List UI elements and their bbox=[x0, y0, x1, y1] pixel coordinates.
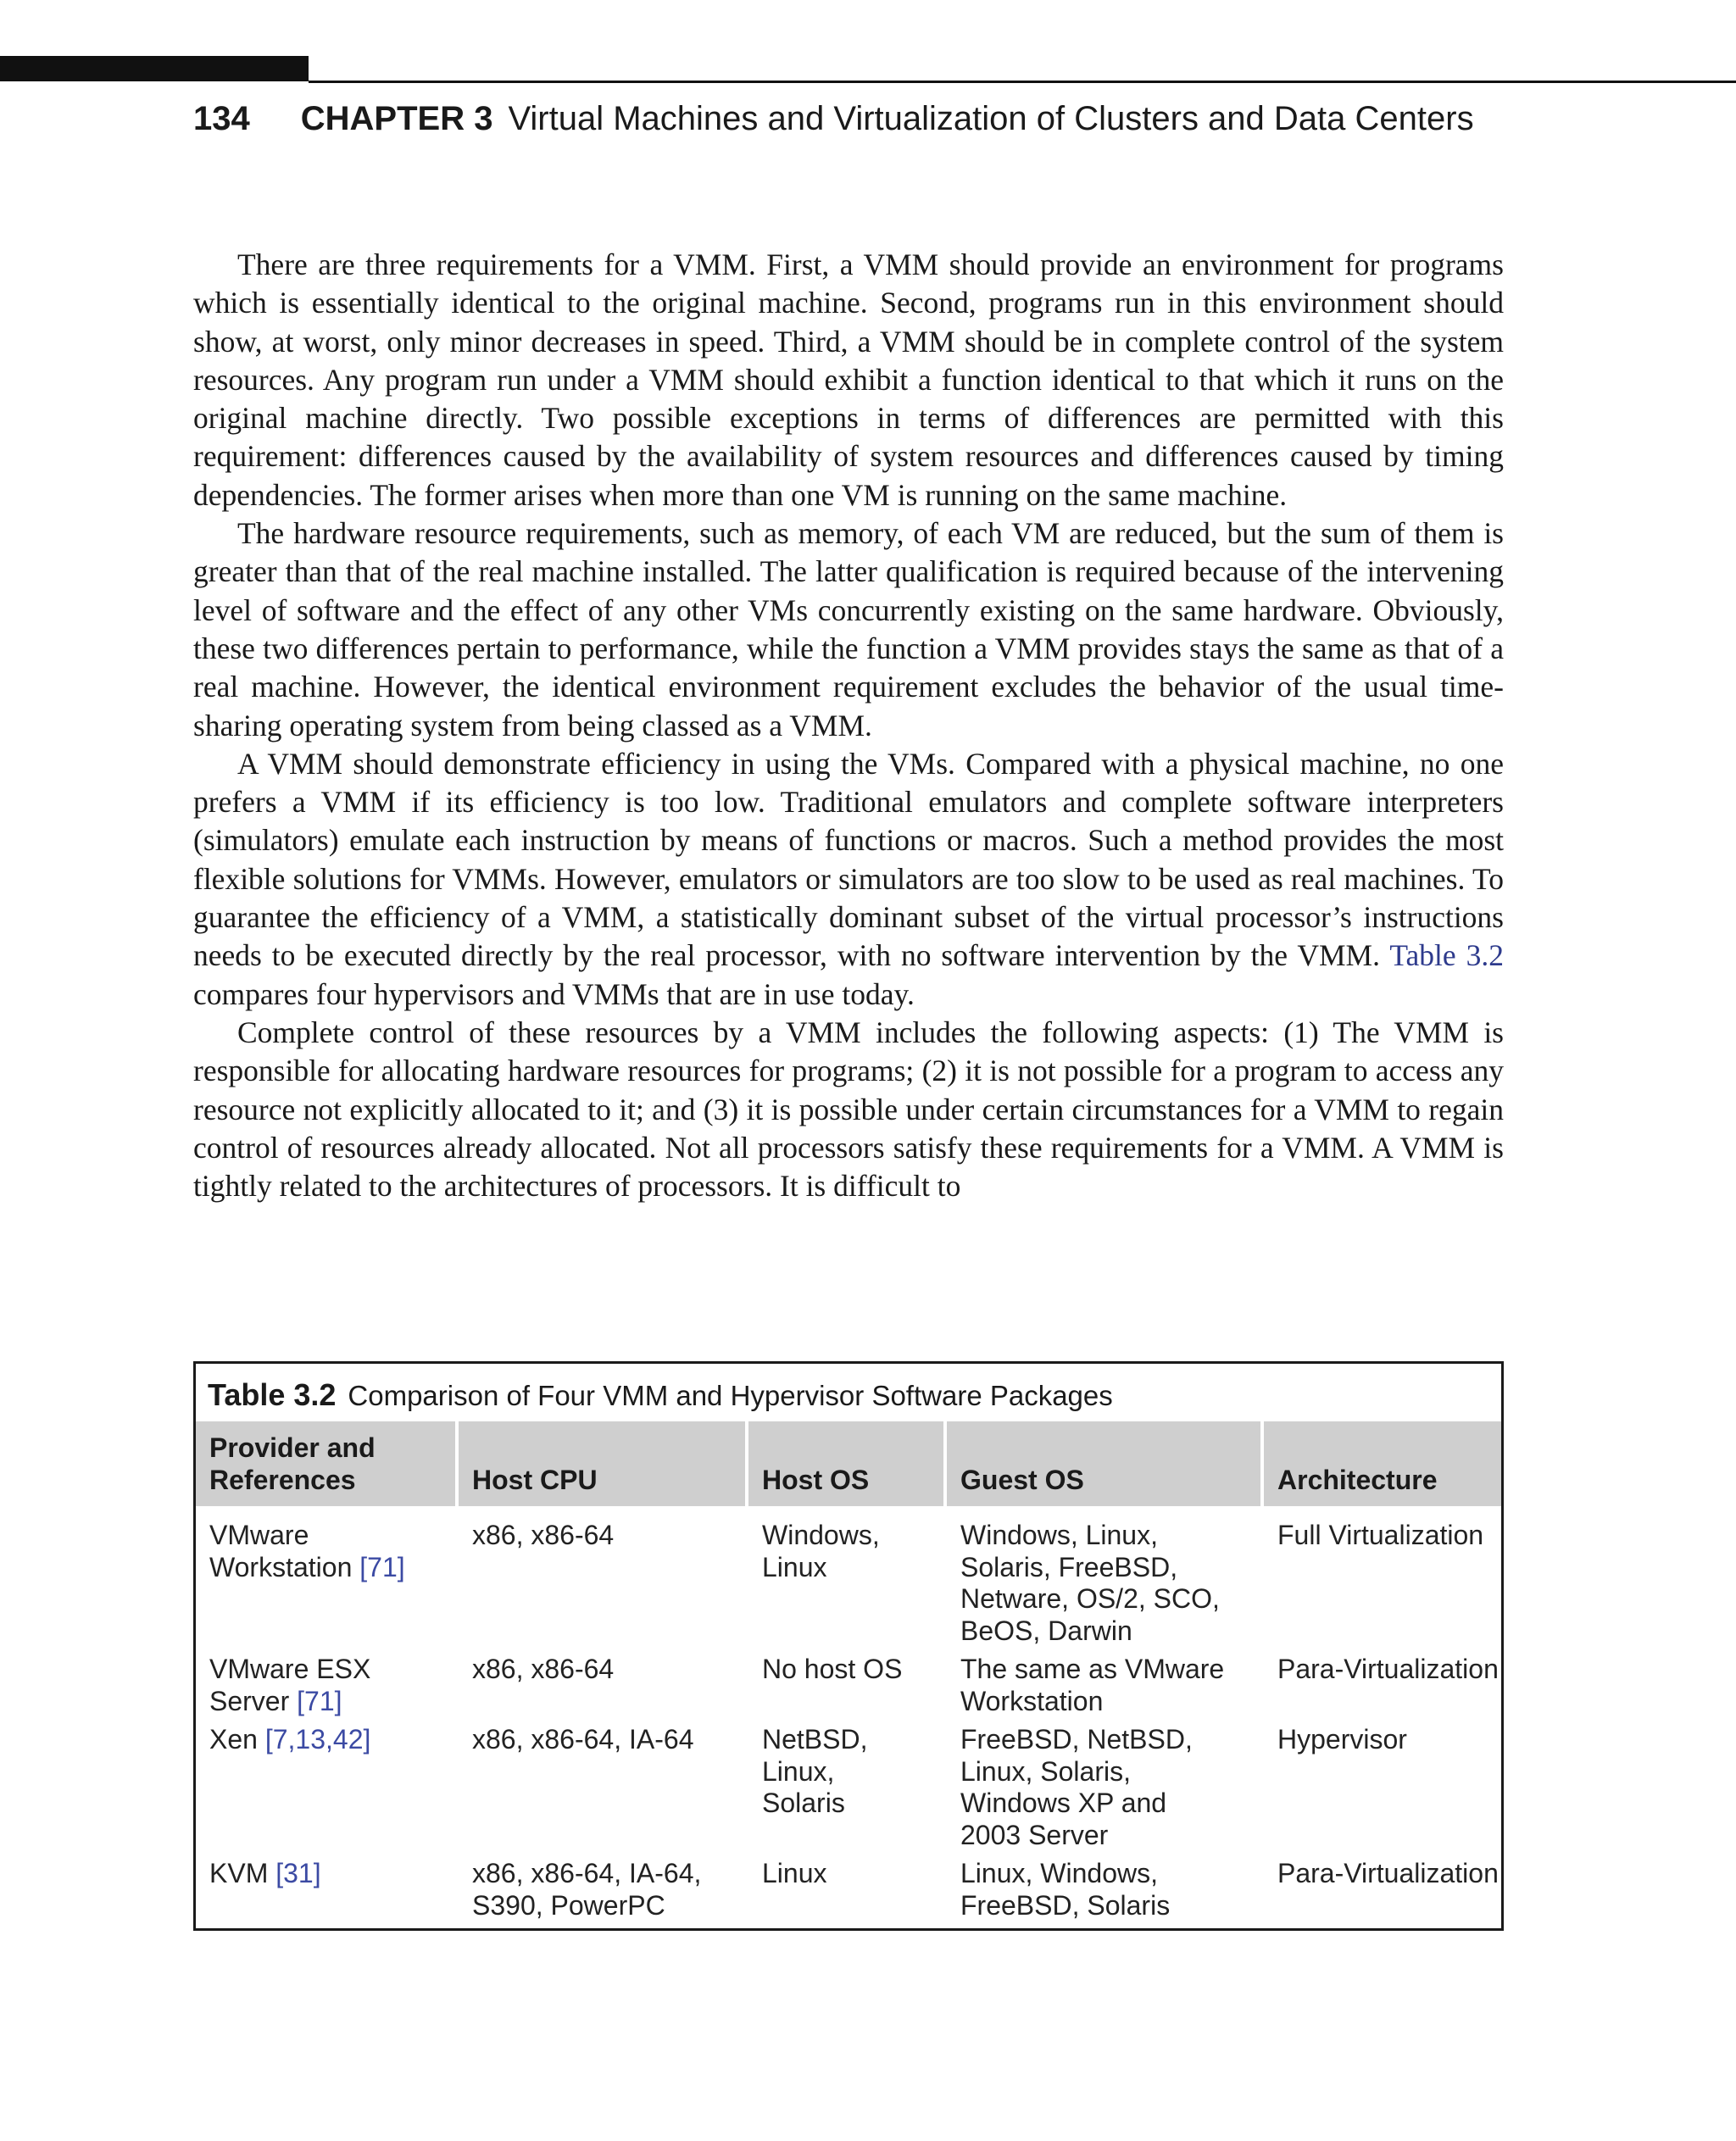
table-caption-text: Comparison of Four VMM and Hypervisor Software Packages bbox=[348, 1380, 1113, 1411]
table-cell-architecture: Full Virtualization bbox=[1277, 1520, 1484, 1550]
paragraph-text: A VMM should demonstrate efficiency in using the VMs. Compared with a physical machine, no one prefers a VMM if its efficiency is too low. Traditional emulators and complete software interpreters (simulators) emulate each instruction by means of functions or macros. Such a method provides the most flexible solutions for VMMs. However, emulators or simulators are too slow to be used as real machines. To guarantee the efficiency of a VMM, a statistically dominant subset of the virtual processor’s instructions needs to be executed directly by the real processor, with no software intervention by the VMM. bbox=[193, 746, 1504, 973]
table-cell-host-os: Windows, Linux bbox=[762, 1520, 880, 1582]
running-head bbox=[193, 95, 1474, 142]
table-cell-provider: VMware ESX Server [71] bbox=[209, 1654, 371, 1716]
header-rule bbox=[309, 81, 1736, 83]
table-cell-host-cpu: x86, x86-64, IA-64, S390, PowerPC bbox=[472, 1858, 702, 1921]
table-caption-number: Table 3.2 bbox=[208, 1377, 337, 1412]
table-cell-architecture: Hypervisor bbox=[1277, 1724, 1407, 1755]
table-cell-host-cpu: x86, x86-64 bbox=[472, 1520, 615, 1550]
column-header-architecture: Architecture bbox=[1264, 1421, 1501, 1506]
reference-link[interactable]: [7,13,42] bbox=[264, 1724, 371, 1755]
table-link[interactable]: Table 3.2 bbox=[1389, 938, 1504, 973]
table-cell-guest-os: Windows, Linux, Solaris, FreeBSD, Netware, OS/2, SCO, BeOS, Darwin bbox=[960, 1520, 1220, 1646]
column-header-guest-os: Guest OS bbox=[947, 1421, 1260, 1506]
page-number: 134 bbox=[193, 100, 250, 137]
table-cell-guest-os: FreeBSD, NetBSD, Linux, Solaris, Windows XP and 2003 Server bbox=[960, 1724, 1193, 1850]
table-cell-host-os: NetBSD, Linux, Solaris bbox=[762, 1724, 868, 1818]
header-bar bbox=[0, 56, 309, 81]
table-cell-host-os: No host OS bbox=[762, 1654, 903, 1684]
table-caption bbox=[208, 1377, 1113, 1413]
table-cell-architecture: Para-Virtualization bbox=[1277, 1858, 1499, 1888]
paragraph bbox=[193, 745, 1504, 1014]
table-cell-guest-os: Linux, Windows, FreeBSD, Solaris bbox=[960, 1858, 1171, 1921]
reference-link[interactable]: [71] bbox=[359, 1551, 405, 1582]
column-header-host-cpu: Host CPU bbox=[459, 1421, 745, 1506]
chapter-label: CHAPTER 3 bbox=[300, 100, 493, 137]
table-cell-architecture: Para-Virtualization bbox=[1277, 1654, 1499, 1684]
paragraph-text: compares four hypervisors and VMMs that are in use today. bbox=[193, 976, 915, 1011]
table-cell-provider: KVM [31] bbox=[209, 1858, 321, 1888]
reference-link[interactable]: [31] bbox=[275, 1858, 321, 1888]
table-cell-host-cpu: x86, x86-64 bbox=[472, 1654, 615, 1684]
paragraph: There are three requirements for a VMM. First, a VMM should provide an environment for programs which is essentially identical to the original machine. Second, programs run in this environment should show, at worst, only minor decreases in speed. Third, a VMM should be in complete control of the system resources. Any program run under a VMM should exhibit a function identical to that which it runs on the original machine directly. Two possible exceptions in terms of differences are permitted with this requirement: differences caused by the availability of system resources and differences caused by timing dependencies. The former arises when more than one VM is running on the same machine. bbox=[193, 247, 1504, 512]
reference-link[interactable]: [71] bbox=[297, 1685, 342, 1716]
table-cell-provider: Xen [7,13,42] bbox=[209, 1724, 371, 1755]
paragraph: The hardware resource requirements, such as memory, of each VM are reduced, but the sum of them is greater than that of the real machine installed. The latter qualification is required because of the intervening level of software and the effect of any other VMs concurrently existing on the same hardware. Obviously, these two differences pertain to performance, while the function a VMM provides stays the same as that of a real machine. However, the identical environment requirement excludes the behavior of the usual time-sharing operating system from being classed as a VMM. bbox=[193, 516, 1504, 742]
table-cell-provider: VMware Workstation [71] bbox=[209, 1520, 405, 1582]
table-cell-guest-os: The same as VMware Workstation bbox=[960, 1654, 1225, 1716]
column-header-host-os: Host OS bbox=[748, 1421, 943, 1506]
column-header-provider: Provider and References bbox=[196, 1421, 455, 1506]
table-cell-host-cpu: x86, x86-64, IA-64 bbox=[472, 1724, 694, 1755]
body-text bbox=[193, 246, 1504, 1205]
comparison-table bbox=[193, 1361, 1504, 1931]
chapter-title: Virtual Machines and Virtualization of Clusters and Data Centers bbox=[508, 100, 1474, 137]
table-cell-host-os: Linux bbox=[762, 1858, 827, 1888]
paragraph: Complete control of these resources by a VMM includes the following aspects: (1) The VMM is responsible for allocating hardware resources for programs; (2) it is not possible for a program to access any resource not explicitly allocated to it; and (3) it is possible under certain circumstances for a VMM to regain control of resources already allocated. Not all processors satisfy these requirements for a VMM. A VMM is tightly related to the architectures of processors. It is difficult to bbox=[193, 1015, 1504, 1204]
